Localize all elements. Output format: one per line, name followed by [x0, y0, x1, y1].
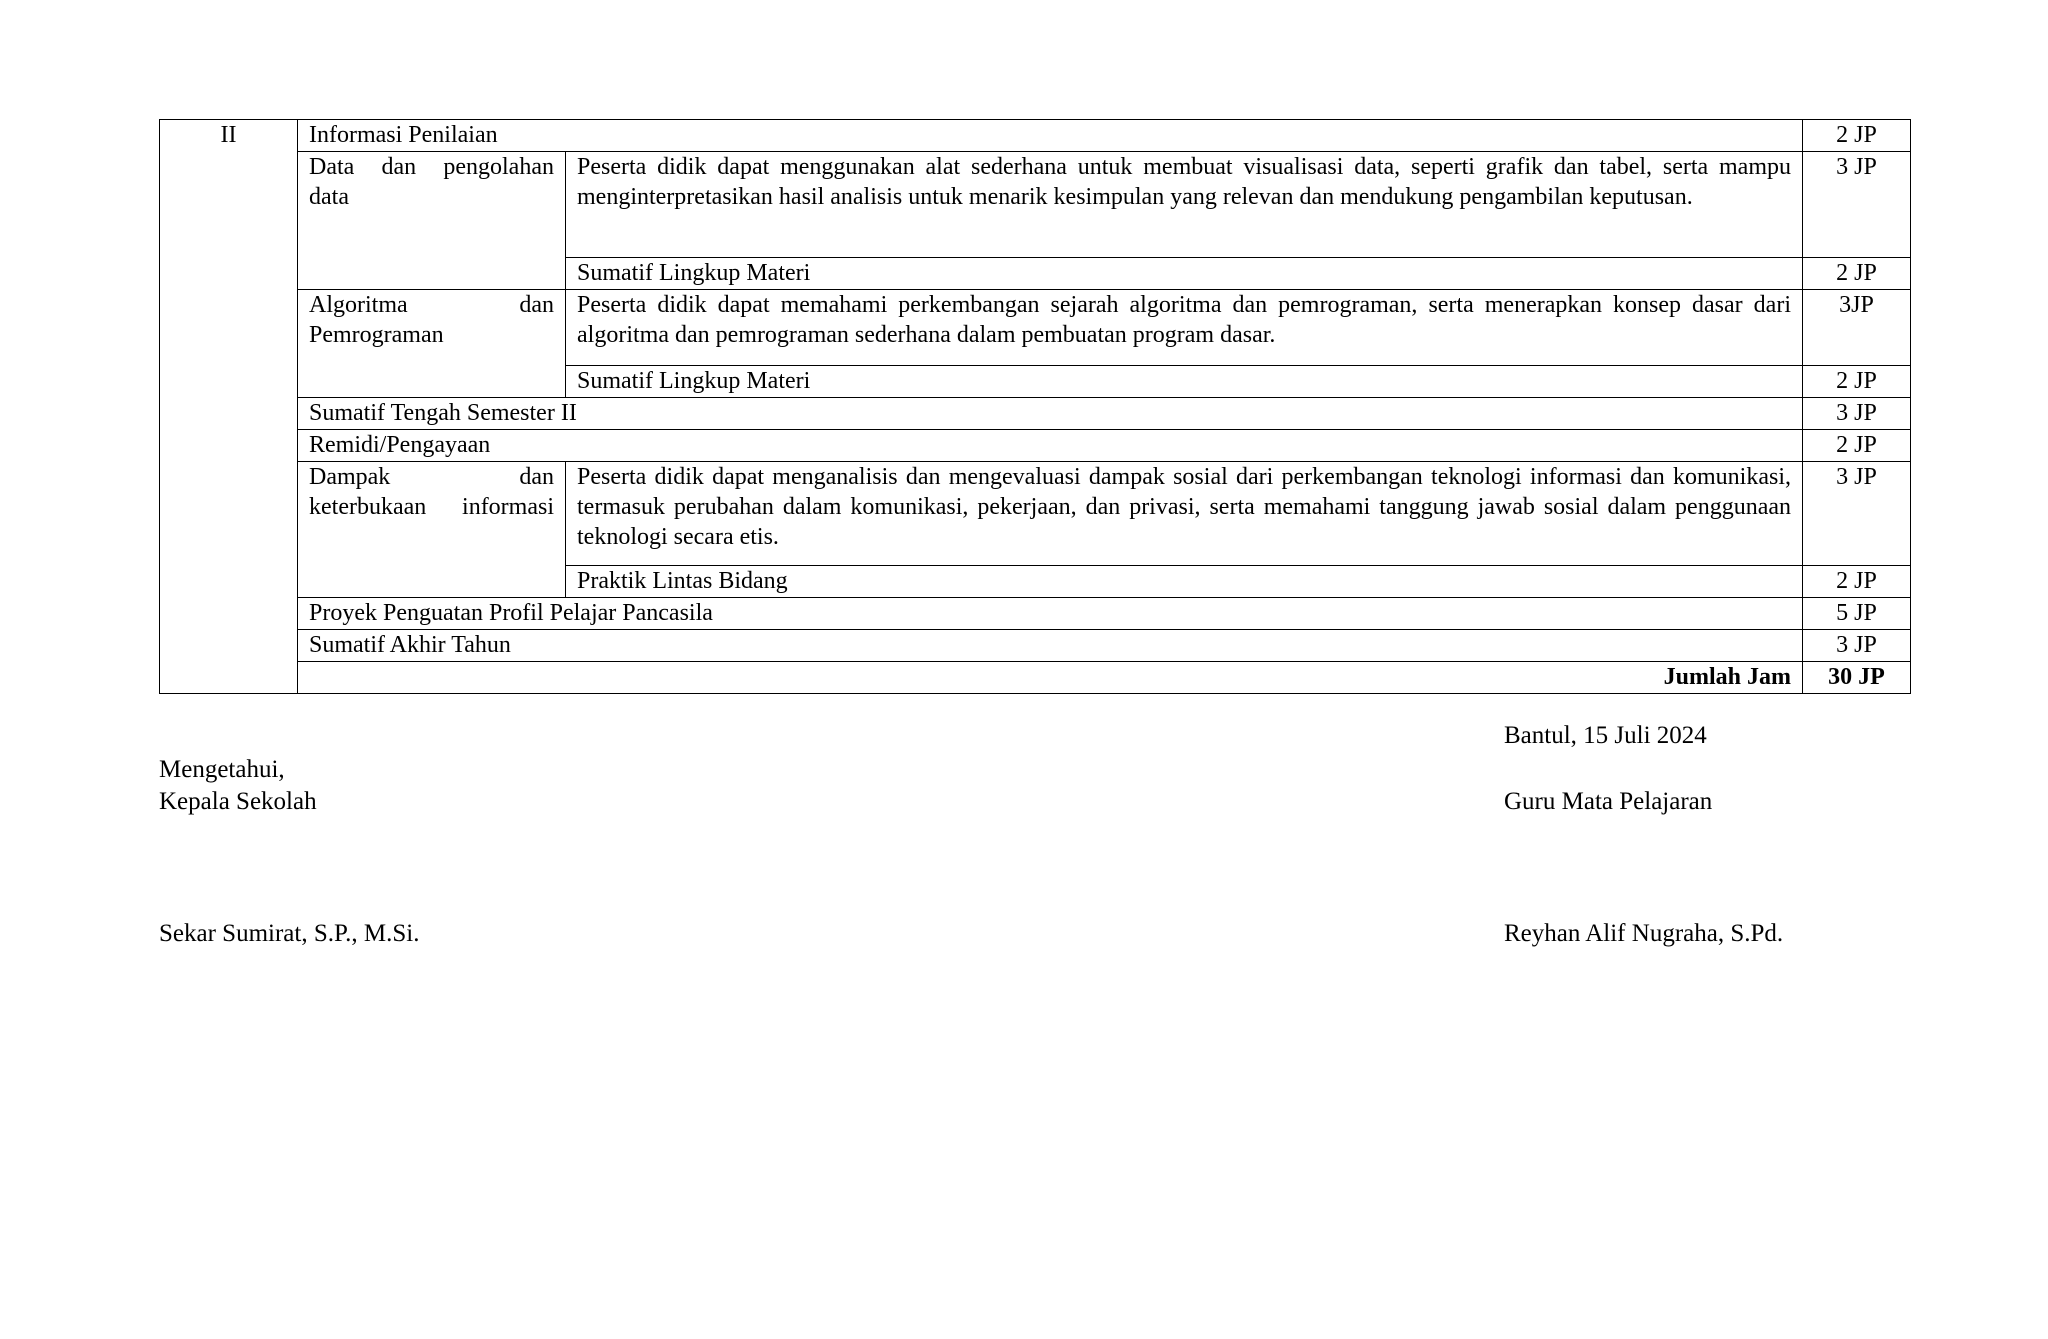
desc-algoritma: Peserta didik dapat memahami perkembangan sejarah algoritma dan pemrograman, serta menerapkan konsep dasar dari algoritma dan pemrograman sederhana dalam pembuatan program dasar.: [566, 290, 1803, 366]
jp-remidi: 2 JP: [1803, 430, 1911, 462]
praktik-lintas-bidang: Praktik Lintas Bidang: [566, 566, 1803, 598]
principal-title: Kepala Sekolah: [159, 788, 317, 815]
row-label-p5: Proyek Penguatan Profil Pelajar Pancasila: [298, 598, 1803, 630]
row-label-informasi-penilaian: Informasi Penilaian: [298, 120, 1803, 152]
total-label: Jumlah Jam: [298, 662, 1803, 694]
row-label-sumatif-tengah: Sumatif Tengah Semester II: [298, 398, 1803, 430]
sumatif-lingkup-materi-1: Sumatif Lingkup Materi: [566, 258, 1803, 290]
teacher-name: Reyhan Alif Nugraha, S.Pd.: [1504, 920, 1784, 947]
jp-sumatif-lingkup-materi-1: 2 JP: [1803, 258, 1911, 290]
jp-sumatif-akhir: 3 JP: [1803, 630, 1911, 662]
row-label-remidi: Remidi/Pengayaan: [298, 430, 1803, 462]
jp-dampak: 3 JP: [1803, 462, 1911, 566]
acknowledgement-label: Mengetahui,: [159, 756, 285, 783]
place-date: Bantul, 15 Juli 2024: [1504, 722, 1707, 749]
semester-cell: II: [160, 120, 298, 694]
total-value: 30 JP: [1803, 662, 1911, 694]
principal-name: Sekar Sumirat, S.P., M.Si.: [159, 920, 420, 947]
jp-sumatif-tengah: 3 JP: [1803, 398, 1911, 430]
jp-algoritma: 3JP: [1803, 290, 1911, 366]
sumatif-lingkup-materi-2: Sumatif Lingkup Materi: [566, 366, 1803, 398]
jp-p5: 5 JP: [1803, 598, 1911, 630]
row-label-sumatif-akhir: Sumatif Akhir Tahun: [298, 630, 1803, 662]
teacher-title: Guru Mata Pelajaran: [1504, 788, 1713, 815]
jp-sumatif-lingkup-materi-2: 2 JP: [1803, 366, 1911, 398]
desc-data-pengolahan: Peserta didik dapat menggunakan alat sederhana untuk membuat visualisasi data, seperti grafik dan tabel, serta mampu menginterpretasikan hasil analisis untuk menarik kesimpulan yang relevan dan mendukung pengambilan keputusan.: [566, 152, 1803, 258]
desc-dampak: Peserta didik dapat menganalisis dan mengevaluasi dampak sosial dari perkembangan teknologi informasi dan komunikasi, termasuk perubahan dalam komunikasi, pekerjaan, dan privasi, serta memahami tanggung jawab sosial dalam penggunaan teknologi secara etis.: [566, 462, 1803, 566]
annual-program-table: [159, 119, 1911, 694]
jp-data-pengolahan: 3 JP: [1803, 152, 1911, 258]
jp-praktik-lintas-bidang: 2 JP: [1803, 566, 1911, 598]
topic-dampak: Dampak dan keterbukaan informasi: [298, 462, 566, 598]
jp-informasi-penilaian: 2 JP: [1803, 120, 1911, 152]
topic-algoritma: Algoritma dan Pemrograman: [298, 290, 566, 398]
topic-data-pengolahan: Data dan pengolahan data: [298, 152, 566, 290]
